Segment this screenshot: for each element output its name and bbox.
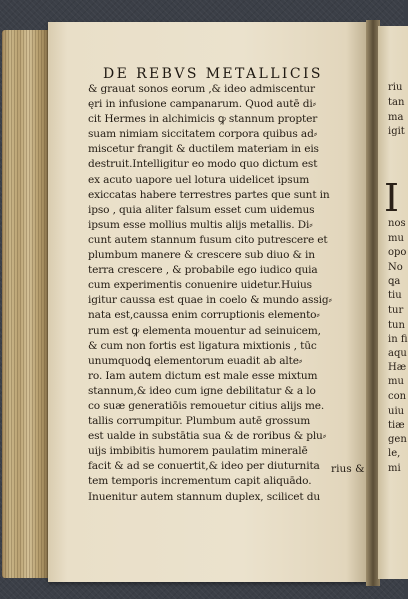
text-line: ex acuto uapore uel lotura uidelicet ipsum — [88, 173, 310, 186]
right-page-line: tur — [388, 305, 404, 316]
right-page-line: mu — [388, 376, 404, 387]
text-line: tem temporis incrementum capit aliquādo. — [88, 475, 312, 488]
right-page-line: igit — [388, 126, 405, 137]
text-line: exiccatas habere terrestres partes que sunt in — [88, 188, 330, 201]
right-page-line: riu — [388, 82, 403, 93]
right-page-line: ma — [388, 112, 404, 123]
right-page-line: con — [388, 391, 407, 402]
right-page-line: opo — [388, 247, 407, 258]
text-line: destruit.Intelligitur eo modo quo dictum est — [88, 158, 318, 171]
text-line: & cum non fortis est ligatura mixtionis , tūc — [88, 339, 317, 352]
text-line: uijs imbibitis humorem paulatim mineralē — [88, 445, 308, 458]
right-page-line: nos — [388, 218, 406, 229]
text-line: cum experimentis conuenire uidetur.Huius — [88, 279, 312, 292]
text-line: miscetur frangit & ductilem materiam in eis — [88, 143, 319, 156]
text-line: ęri in infusione campanarum. Quod autē di⸗ — [88, 98, 316, 111]
right-page-line: tiu — [388, 290, 402, 301]
right-page-line: tiæ — [388, 420, 405, 431]
right-page-line: aqu — [388, 348, 407, 359]
right-page-line: mu — [388, 233, 404, 244]
right-page-line: Hæ — [388, 362, 407, 373]
text-line: rum est ꝙ elementa mouentur ad seinuicem, — [88, 324, 321, 337]
right-page-line: gen — [388, 434, 407, 445]
right-page-line: tun — [388, 320, 405, 331]
right-page-line: No — [388, 262, 403, 273]
running-header: DE REBVS METALLICIS — [103, 66, 323, 82]
text-line: nata est,caussa enim corruptionis elemento⸗ — [88, 309, 320, 322]
text-line: est ualde in substātia sua & de roribus & plu⸗ — [88, 430, 327, 443]
right-page-line: mi — [388, 463, 401, 474]
text-line: unumquodꝗ elementorum euadit ab alte⸗ — [88, 354, 303, 367]
text-line: tallis corrumpitur. Plumbum autē grossum — [88, 415, 311, 428]
right-page-line: tan — [388, 97, 405, 108]
right-page-initial: I — [384, 176, 400, 220]
page-edges — [2, 30, 50, 578]
text-line: Inuenitur autem stannum duplex, scilicet du — [88, 490, 321, 503]
text-line: ipsum esse mollius multis alijs metallis. Di⸗ — [88, 218, 313, 231]
text-line: cunt autem stannum fusum cito putrescere et — [88, 233, 328, 246]
text-line: cit Hermes in alchimicis ꝙ stannum propter — [88, 113, 318, 126]
right-page-line: le, — [388, 448, 401, 459]
catchword: rius & — [331, 463, 365, 475]
text-line: co suæ generatiōis remouetur citius alijs me. — [88, 399, 325, 412]
text-line: & grauat sonos eorum ,& ideo admiscentur — [88, 83, 315, 95]
right-page-line: ꝗa — [388, 276, 401, 287]
text-line: suam nimiam siccitatem corpora quibus ad⸗ — [88, 128, 318, 141]
text-line: terra crescere , & probabile ego iudico quia — [88, 264, 318, 277]
text-line: ipso , quia aliter falsum esset cum uidemus — [88, 203, 315, 216]
right-page-line: uiu — [388, 406, 405, 417]
text-line: plumbum manere & crescere sub diuo & in — [88, 249, 315, 262]
text-line: stannum,& ideo cum igne debilitatur & a lo — [88, 384, 316, 397]
text-line: ro. Iam autem dictum est male esse mixtum — [88, 369, 318, 382]
page-body — [88, 82, 360, 505]
text-line: facit & ad se conuertit,& ideo per diuturnita — [88, 460, 320, 473]
text-line: igitur caussa est quae in coelo & mundo assig⸗ — [88, 294, 332, 307]
right-page-line: in fi — [388, 334, 408, 345]
